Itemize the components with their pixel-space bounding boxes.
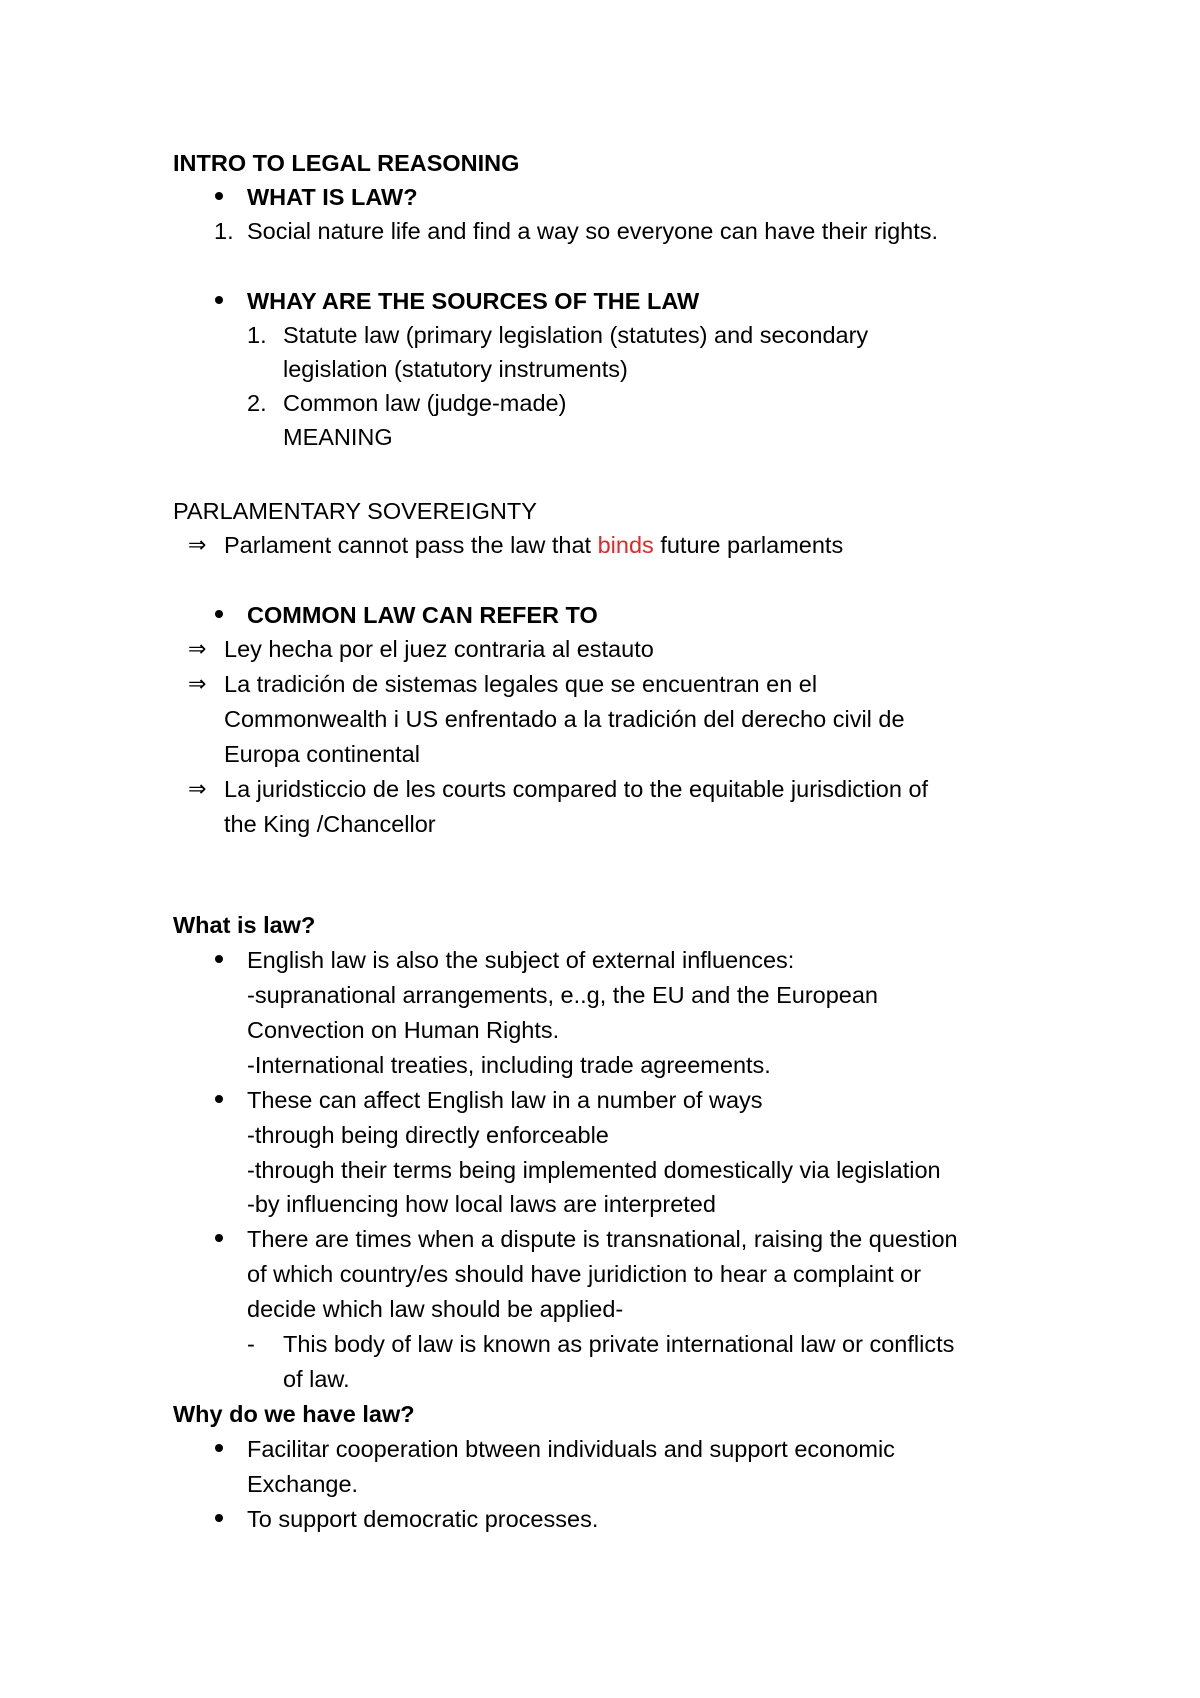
bullet-text: -through their terms being implemented domestically via legislation <box>247 1157 941 1183</box>
heading-why-law: Why do we have law? <box>173 1401 415 1427</box>
heading-what-is-law: What is law? <box>173 912 316 938</box>
bullet-text: of which country/es should have juridiction to hear a complaint or <box>247 1261 922 1287</box>
bullet-text: -supranational arrangements, e..g, the EU and the European <box>247 982 878 1008</box>
bullet-dot <box>215 955 223 963</box>
question-what-is-law: WHAT IS LAW? <box>247 184 418 210</box>
dash-item-text: This body of law is known as private international law or conflicts <box>283 1331 955 1357</box>
bullet-text: There are times when a dispute is transnational, raising the question <box>247 1226 958 1252</box>
statement-text: future parlaments <box>653 532 844 558</box>
bullet-text: decide which law should be applied- <box>247 1296 624 1322</box>
arrow-icon: ⇒ <box>188 636 207 661</box>
list-item-text: Common law (judge-made) <box>283 390 567 416</box>
list-number: 2. <box>247 390 267 416</box>
bullet-text: English law is also the subject of external influences: <box>247 947 795 973</box>
list-number: 1. <box>247 322 267 348</box>
bullet-dot <box>215 192 223 200</box>
bullet-dot <box>215 610 223 618</box>
list-item-text: MEANING <box>283 424 393 450</box>
section-heading-sovereignty: PARLAMENTARY SOVEREIGNTY <box>173 498 537 524</box>
statement-text: Parlament cannot pass the law that <box>224 532 598 558</box>
arrow-item-text: La tradición de sistemas legales que se encuentran en el <box>224 671 818 697</box>
bullet-text: These can affect English law in a number of ways <box>247 1087 763 1113</box>
arrow-item-text: Commonwealth i US enfrentado a la tradición del derecho civil de <box>224 706 905 732</box>
list-number: 1. <box>214 218 234 244</box>
doc-title: INTRO TO LEGAL REASONING <box>173 150 520 176</box>
bullet-dot <box>215 1514 223 1522</box>
dash-marker: - <box>247 1331 255 1357</box>
dash-item-text: of law. <box>283 1366 350 1392</box>
sovereignty-statement <box>224 528 843 562</box>
arrow-icon: ⇒ <box>188 532 207 557</box>
list-item-text: Social nature life and find a way so everyone can have their rights. <box>247 218 939 244</box>
bullet-text: -by influencing how local laws are interpreted <box>247 1191 716 1217</box>
arrow-item-text: Ley hecha por el juez contraria al estauto <box>224 636 654 662</box>
bullet-text: To support democratic processes. <box>247 1506 599 1532</box>
question-sources-of-law: WHAY ARE THE SOURCES OF THE LAW <box>247 288 700 314</box>
bullet-dot <box>215 1234 223 1242</box>
arrow-item-text: La juridsticcio de les courts compared to the equitable jurisdiction of <box>224 776 929 802</box>
list-item-text: Statute law (primary legislation (statutes) and secondary <box>283 322 869 348</box>
arrow-icon: ⇒ <box>188 671 207 696</box>
list-item-text: legislation (statutory instruments) <box>283 356 628 382</box>
bullet-dot <box>215 296 223 304</box>
bullet-text: Facilitar cooperation btween individuals and support economic <box>247 1436 895 1462</box>
bullet-text: Convection on Human Rights. <box>247 1017 560 1043</box>
highlighted-word: binds <box>597 532 654 558</box>
arrow-icon: ⇒ <box>188 776 207 801</box>
bullet-text: -International treaties, including trade agreements. <box>247 1052 771 1078</box>
bullet-dot <box>215 1095 223 1103</box>
arrow-item-text: Europa continental <box>224 741 420 767</box>
bullet-dot <box>215 1444 223 1452</box>
arrow-item-text: the King /Chancellor <box>224 811 436 837</box>
heading-common-law: COMMON LAW CAN REFER TO <box>247 602 598 628</box>
bullet-text: Exchange. <box>247 1471 359 1497</box>
bullet-text: -through being directly enforceable <box>247 1122 609 1148</box>
